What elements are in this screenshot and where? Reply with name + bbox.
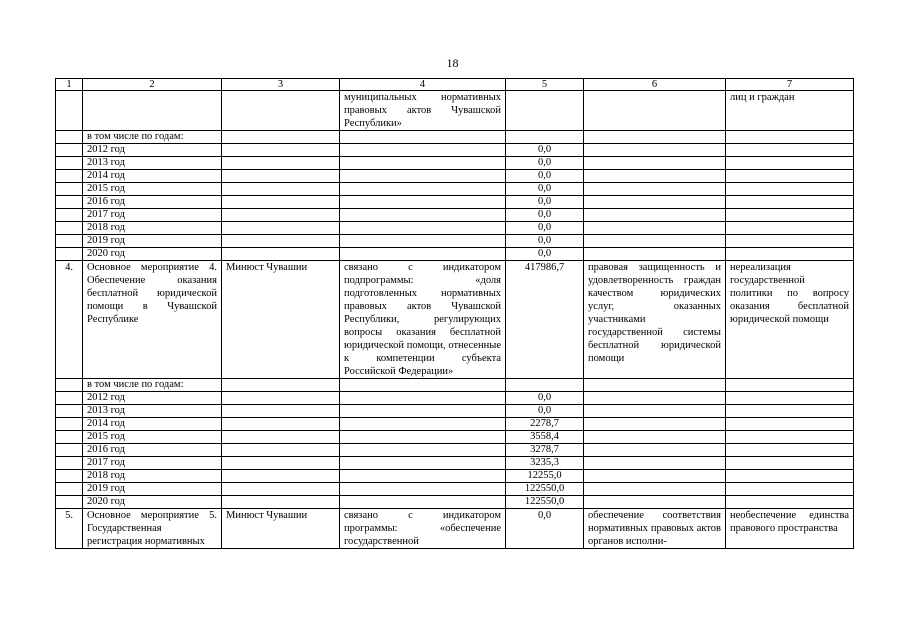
year-value: 12255,0 [506, 470, 584, 483]
year-value: 0,0 [506, 196, 584, 209]
header-cell: 7 [726, 79, 854, 91]
year-label: 2012 год [83, 392, 222, 405]
year-row [56, 209, 854, 222]
year-row [56, 483, 854, 496]
year-row [56, 457, 854, 470]
year-value: 122550,0 [506, 496, 584, 509]
year-value: 0,0 [506, 235, 584, 248]
in-years-label: в том числе по годам: [83, 379, 222, 392]
year-row [56, 157, 854, 170]
year-label: 2020 год [83, 248, 222, 261]
amount: 0,0 [506, 509, 584, 549]
year-label: 2015 год [83, 183, 222, 196]
year-value: 122550,0 [506, 483, 584, 496]
year-label: 2013 год [83, 405, 222, 418]
activity-name: Основное мероприятие 4. Обеспечение оказания бесплатной юридической помощи в Чувашской Республике [83, 261, 222, 379]
in-years-label: в том числе по годам: [83, 131, 222, 144]
risk-cell: лиц и граждан [726, 91, 854, 131]
year-label: 2017 год [83, 209, 222, 222]
page-number: 18 [446, 56, 459, 70]
row-number: 4. [56, 261, 83, 379]
year-value: 0,0 [506, 144, 584, 157]
risk-cell: необеспечение единства правового пространства [726, 509, 854, 549]
in-years-row [56, 379, 854, 392]
year-value: 3278,7 [506, 444, 584, 457]
year-row [56, 196, 854, 209]
year-value: 0,0 [506, 248, 584, 261]
activity-row-4 [56, 261, 854, 379]
result-cell: обеспечение соответствия нормативных правовых актов органов исполни- [584, 509, 726, 549]
year-row [56, 496, 854, 509]
year-value: 0,0 [506, 405, 584, 418]
year-row [56, 170, 854, 183]
year-label: 2018 год [83, 222, 222, 235]
year-row [56, 444, 854, 457]
year-row [56, 144, 854, 157]
program-table [55, 78, 854, 549]
year-value: 3558,4 [506, 431, 584, 444]
year-label: 2020 год [83, 496, 222, 509]
executor: Минюст Чувашии [222, 261, 340, 379]
year-label: 2019 год [83, 235, 222, 248]
header-cell: 4 [340, 79, 506, 91]
year-row [56, 235, 854, 248]
activity-row-5 [56, 509, 854, 549]
year-row [56, 248, 854, 261]
header-cell: 6 [584, 79, 726, 91]
year-label: 2015 год [83, 431, 222, 444]
continuation-row [56, 91, 854, 131]
year-label: 2018 год [83, 470, 222, 483]
year-value: 3235,3 [506, 457, 584, 470]
year-value: 0,0 [506, 183, 584, 196]
activity-name: Основное мероприятие 5. Государственная регистрация нормативных [83, 509, 222, 549]
year-label: 2013 год [83, 157, 222, 170]
year-label: 2016 год [83, 196, 222, 209]
result-cell: правовая защищенность и удовлетворенность граждан качеством юридических услуг, оказанных участниками государственной системы бесплатной юридической помощи [584, 261, 726, 379]
year-row [56, 418, 854, 431]
header-cell: 2 [83, 79, 222, 91]
executor: Минюст Чувашии [222, 509, 340, 549]
header-cell: 5 [506, 79, 584, 91]
header-row [56, 79, 854, 91]
header-cell: 3 [222, 79, 340, 91]
year-value: 0,0 [506, 157, 584, 170]
amount: 417986,7 [506, 261, 584, 379]
year-row [56, 405, 854, 418]
year-value: 0,0 [506, 209, 584, 222]
year-value: 2278,7 [506, 418, 584, 431]
year-row [56, 431, 854, 444]
year-label: 2019 год [83, 483, 222, 496]
year-label: 2016 год [83, 444, 222, 457]
indicator-cell: связано с индикатором подпрограммы: «доля подготовленных нормативных правовых актов Чувашской Республики, регулирующих вопросы оказания бесплатной юридической помощи, отнесенные к компетенции субъекта Российской Федерации» [340, 261, 506, 379]
year-value: 0,0 [506, 222, 584, 235]
year-label: 2017 год [83, 457, 222, 470]
year-value: 0,0 [506, 170, 584, 183]
year-row [56, 183, 854, 196]
year-row [56, 470, 854, 483]
row-number: 5. [56, 509, 83, 549]
year-value: 0,0 [506, 392, 584, 405]
year-label: 2014 год [83, 170, 222, 183]
year-row [56, 222, 854, 235]
year-label: 2014 год [83, 418, 222, 431]
year-row [56, 392, 854, 405]
year-label: 2012 год [83, 144, 222, 157]
indicator-cell: муниципальных нормативных правовых актов Чувашской Республики» [340, 91, 506, 131]
indicator-cell: связано с индикатором программы: «обеспечение государственной [340, 509, 506, 549]
in-years-row [56, 131, 854, 144]
risk-cell: нереализация государственной политики по вопросу оказания бесплатной юридической помощи [726, 261, 854, 379]
header-cell: 1 [56, 79, 83, 91]
